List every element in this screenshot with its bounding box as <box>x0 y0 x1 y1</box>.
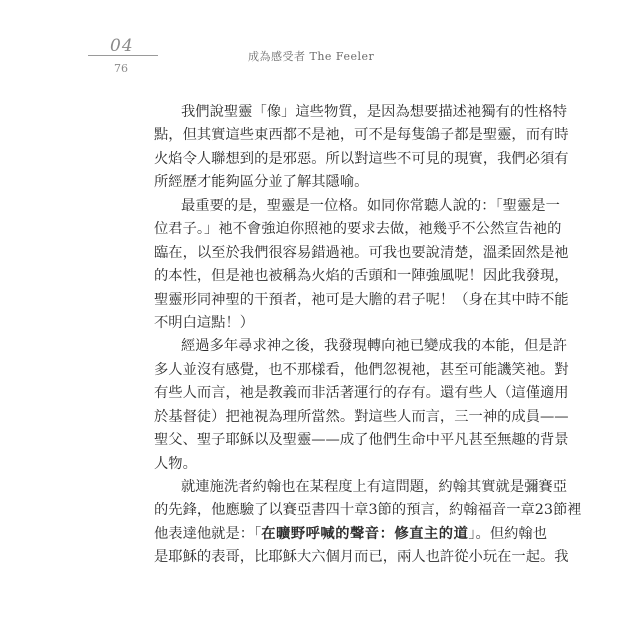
text-line: 就連施洗者約翰也在某程度上有這問題，約翰其實就是彌賽亞 <box>181 479 568 495</box>
text-line: 他表達他就是：「在曠野呼喊的聲音：修直主的道」。但約翰也 <box>154 525 548 542</box>
header-divider <box>88 55 158 56</box>
running-title: 成為感受者 The Feeler <box>248 50 375 63</box>
text-line: 人物。 <box>154 455 197 472</box>
text-line: 我們說聖靈「像」這些物質，是因為想要描述祂獨有的性格特 <box>181 104 568 120</box>
isaiah-quote: 在曠野呼喊的聲音：修直主的道 <box>261 525 469 542</box>
text-line: 不明白這點！） <box>154 314 255 331</box>
text-line: 於基督徒）把祂視為理所當然。對這些人而言，三一神的成員—— <box>154 408 569 425</box>
text-line: 火焰令人聯想到的是邪惡。所以對這些不可見的現實，我們必須有 <box>154 150 569 167</box>
text-line: 最重要的是，聖靈是一位格。如同你常聽人說的：「聖靈是一 <box>181 197 560 214</box>
page-number: 76 <box>114 62 128 75</box>
text-line: 經過多年尋求神之後，我發現轉向祂已變成我的本能，但是許 <box>181 338 568 355</box>
text-line: 所經歷才能夠區分並了解其隱喻。 <box>154 174 369 191</box>
text-line: 是耶穌的表哥，比耶穌大六個月而已，兩人也許從小玩在一起。我 <box>154 549 569 566</box>
quote-lead: 他表達他就是： <box>154 525 255 542</box>
text-line: 位君子。」祂不會強迫你照祂的要求去做，祂幾乎不公然宣告祂的 <box>154 221 562 238</box>
text-line: 臨在，以至於我們很容易錯過祂。可我也要說清楚，溫柔固然是祂 <box>154 244 569 261</box>
text-line: 點，但其實這些東西都不是祂，可不是每隻鴿子都是聖靈，而有時 <box>154 127 569 144</box>
text-line: 的先鋒，他應驗了以賽亞書四十章3節的預言，約翰福音一章23節裡 <box>154 502 582 519</box>
text-line: 的本性，但是祂也被稱為火焰的舌頭和一陣強風呢！因此我發現， <box>154 268 569 285</box>
text-line: 多人並沒有感覺，也不那樣看，他們忽視祂，甚至可能譏笑祂。對 <box>154 361 569 378</box>
text-line: 有些人而言，祂是教義而非活著運行的存有。還有些人（這僅適用 <box>154 385 569 402</box>
text-line: 聖父、聖子耶穌以及聖靈——成了他們生命中平凡甚至無趣的背景 <box>154 432 569 449</box>
body-text <box>154 101 582 570</box>
chapter-number: 04 <box>110 36 134 56</box>
quote-tail: 。但約翰也 <box>475 525 548 542</box>
text-line: 聖靈形同神聖的干預者，祂可是大膽的君子呢！（身在其中時不能 <box>154 291 569 308</box>
